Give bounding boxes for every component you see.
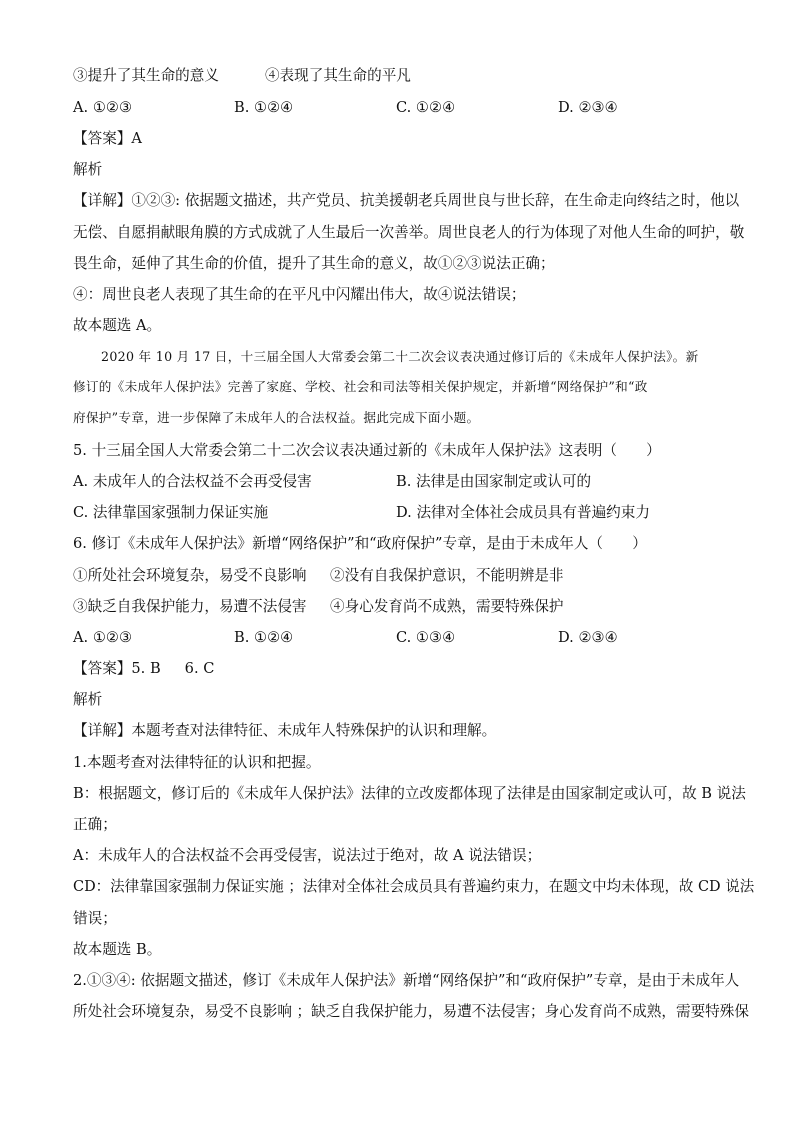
q5-option-a: A. 未成年人的合法权益不会再受侵害 [73,473,312,490]
q5-option-b: B. 法律是由国家制定或认可的 [396,473,592,490]
detail-line: 无偿、自愿捐献眼角膜的方式成就了人生最后一次善举。周世良老人的行为体现了对他人生命的呵护，敬 [73,224,745,241]
option-a: A. ①②③ [73,99,133,116]
detail-line: 畏生命，延伸了其生命的价值，提升了其生命的意义，故①②③说法正确； [73,255,555,272]
q6-option-a: A. ①②③ [73,629,133,646]
option-c: C. ①②④ [396,99,456,116]
answer-line: 【答案】A [73,130,142,147]
detail-line: 故本题选 A。 [73,317,162,334]
material-line: 2020 年 10 月 17 日，十三届全国人大常委会第二十二次会议表决通过修订后的《未成年人保护法》。新 [101,349,699,364]
analysis-heading-2: 解析 [73,691,103,708]
question-6-stem: 6. 修订《未成年人保护法》新增“网络保护”和“政府保护”专章，是由于未成年人（ ） [73,535,647,552]
q6-statement-4: ④身心发育尚不成熟，需要特殊保护 [330,598,564,615]
detail-line: 【详解】①②③: 依据题文描述，共产党员、抗美援朝老兵周世良与世长辞，在生命走向终结之时，他以 [73,192,740,209]
answer-line-2 [73,659,214,679]
q6-option-b: B. ①②④ [234,629,294,646]
detail-line: CD：法律靠国家强制力保证实施 ；法律对全体社会成员具有普遍约束力，在题文中均未体现，故 CD 说法 [73,878,755,895]
option-d: D. ②③④ [558,99,618,116]
q6-option-d: D. ②③④ [558,629,618,646]
detail-line: B：根据题文，修订后的《未成年人保护法》法律的立改废都体现了法律是由国家制定或认可，故 B 说法 [73,785,746,802]
detail-line: 【详解】本题考查对法律特征、未成年人特殊保护的认识和理解。 [73,722,497,739]
q6-statement-1: ①所处社会环境复杂，易受不良影响 [73,567,307,584]
answer-5: 【答案】5. B [73,660,161,677]
detail-line: 故本题选 B。 [73,941,162,958]
detail-line: 所处社会环境复杂，易受不良影响 ；缺乏自我保护能力，易遭不法侵害；身心发育尚不成熟，需要特殊保 [73,1003,749,1020]
q5-option-c: C. 法律靠国家强制力保证实施 [73,504,269,521]
answer-6: 6. C [184,660,215,677]
q6-statement-3: ③缺乏自我保护能力，易遭不法侵害 [73,598,307,615]
detail-line: 错误； [73,910,117,927]
q6-option-c: C. ①③④ [396,629,456,646]
material-line: 修订的《未成年人保护法》完善了家庭、学校、社会和司法等相关保护规定，并新增“网络保护”和“政 [73,379,648,394]
statement-4: ④表现了其生命的平凡 [264,67,411,84]
detail-line: 2.①③④: 依据题文描述，修订《未成年人保护法》新增“网络保护”和“政府保护”专章，是由于未成年人 [73,972,740,989]
detail-line: A：未成年人的合法权益不会再受侵害，说法过于绝对，故 A 说法错误； [73,847,542,864]
q5-option-d: D. 法律对全体社会成员具有普遍约束力 [396,504,650,521]
material-line: 府保护”专章，进一步保障了未成年人的合法权益。据此完成下面小题。 [73,410,480,425]
detail-line: ④：周世良老人表现了其生命的在平凡中闪耀出伟大，故④说法错误； [73,286,526,303]
option-b: B. ①②④ [234,99,294,116]
statements-row [73,66,411,86]
statement-3: ③提升了其生命的意义 [73,67,219,84]
q6-statement-2: ②没有自我保护意识，不能明辨是非 [330,567,564,584]
detail-line: 正确； [73,816,117,833]
detail-line: 1.本题考查对法律特征的认识和把握。 [73,754,321,771]
analysis-heading: 解析 [73,161,103,178]
question-5-stem: 5. 十三届全国人大常委会第二十二次会议表决通过新的《未成年人保护法》这表明（ ） [73,442,661,459]
